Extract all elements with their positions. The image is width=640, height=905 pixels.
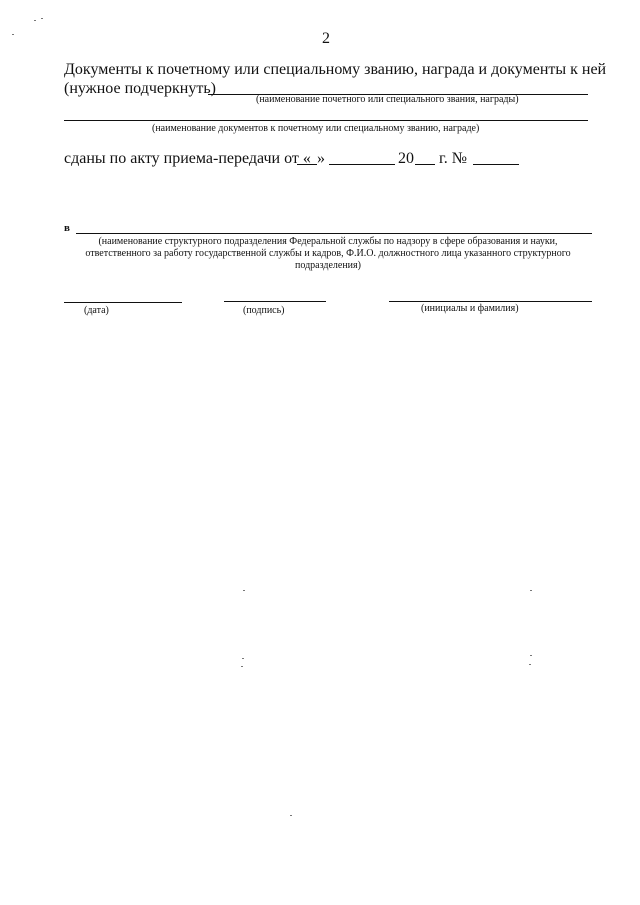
handover-month-field[interactable] bbox=[329, 164, 395, 165]
recipient-caption-line: ответственного за работу государственной службы и кадров, Ф.И.О. должностного лица указанного структурного bbox=[85, 248, 571, 259]
handover-year-prefix: 20 bbox=[398, 150, 414, 167]
scan-speck bbox=[290, 815, 292, 816]
page-number: 2 bbox=[322, 30, 330, 47]
handover-day-field[interactable] bbox=[297, 164, 317, 165]
initials-surname-field[interactable] bbox=[389, 301, 592, 302]
scan-speck bbox=[241, 666, 243, 667]
date-caption: (дата) bbox=[84, 305, 109, 316]
scan-speck bbox=[530, 590, 532, 591]
scan-speck bbox=[529, 664, 531, 665]
recipient-caption-line: (наименование структурного подразделения Федеральной службы по надзору в сфере образования и науки, bbox=[98, 236, 558, 247]
initials-surname-caption: (инициалы и фамилия) bbox=[421, 303, 519, 314]
handover-year-field[interactable] bbox=[415, 164, 435, 165]
handover-prefix: сданы по акту приема-передачи от « bbox=[64, 150, 311, 167]
award-name-caption: (наименование почетного или специального звания, награды) bbox=[256, 94, 519, 105]
documents-name-caption: (наименование документов к почетному или специальному званию, награде) bbox=[152, 123, 480, 134]
signature-field[interactable] bbox=[224, 301, 326, 302]
scan-speck bbox=[242, 658, 244, 659]
scan-speck bbox=[243, 590, 245, 591]
recipient-prefix: в bbox=[64, 222, 70, 234]
recipient-caption bbox=[64, 236, 592, 272]
handover-year-suffix: г. № bbox=[439, 150, 468, 167]
signature-caption: (подпись) bbox=[243, 305, 285, 316]
recipient-caption-line: подразделения) bbox=[295, 260, 361, 271]
documents-emphasis-note: (нужное подчеркнуть) bbox=[64, 80, 216, 97]
handover-quote-close: » bbox=[317, 150, 325, 167]
recipient-field[interactable] bbox=[76, 233, 592, 234]
handover-act-number-field[interactable] bbox=[473, 164, 519, 165]
scan-speck bbox=[530, 655, 532, 656]
documents-name-field[interactable] bbox=[64, 120, 588, 121]
scan-speck bbox=[41, 18, 43, 19]
documents-title-line: Документы к почетному или специальному званию, награда и документы к ней bbox=[64, 61, 607, 78]
date-field[interactable] bbox=[64, 302, 182, 303]
scan-speck bbox=[34, 20, 36, 21]
